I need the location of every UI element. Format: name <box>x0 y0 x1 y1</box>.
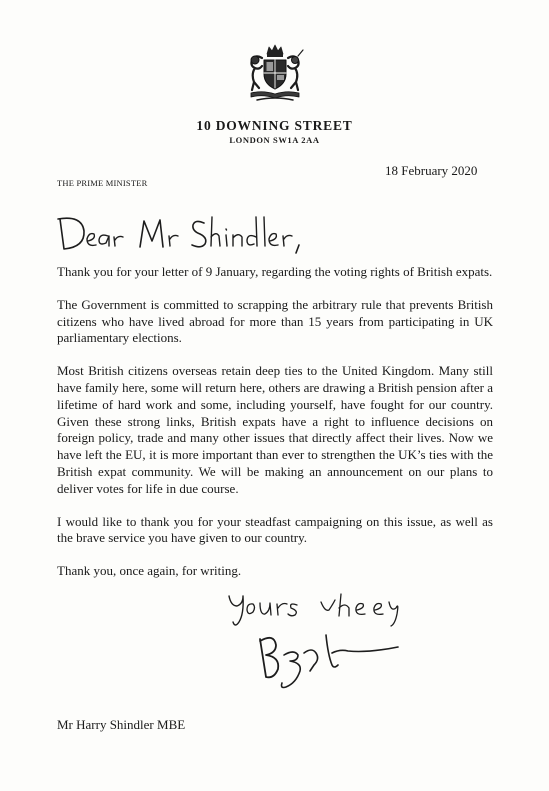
paragraph-5: Thank you, once again, for writing. <box>57 563 242 579</box>
office-title: THE PRIME MINISTER <box>57 178 148 188</box>
letter-date: 18 February 2020 <box>385 163 478 178</box>
signature <box>248 625 408 695</box>
handwritten-salutation <box>52 205 312 260</box>
paragraph-2: The Government is committed to scrapping the arbitrary rule that prevents British citizens who have lived abroad for more than 15 years from participating in UK parliamentary elections. <box>57 296 493 346</box>
address-line-2: LONDON SW1A 2AA <box>229 135 320 145</box>
recipient-name: Mr Harry Shindler MBE <box>57 717 186 732</box>
address-line-1: 10 DOWNING STREET <box>196 118 353 133</box>
paragraph-3: Most British citizens overseas retain deep ties to the United Kingdom. Many still have family here, some will return here, others are drawing a British pension after a lifetime of hard work and some, including yourself, have fought for our country. Given these strong links, British expats have a right to influence decisions on foreign policy, trade and many other issues that directly affect their lives. Now we have left the EU, it is more important than ever to strengthen the UK’s ties with the British expat community. We will be making an announcement on our plans to deliver votes for life in due course. <box>57 363 493 496</box>
paragraph-4: I would like to thank you for your steadfast campaigning on this issue, as well as the brave service you have given to our country. <box>57 513 493 546</box>
letter-body <box>57 264 493 580</box>
handwritten-sign-off <box>225 588 405 630</box>
paragraph-1: Thank you for your letter of 9 January, regarding the voting rights of British expats. <box>57 264 493 279</box>
royal-coat-of-arms-icon <box>243 44 307 102</box>
